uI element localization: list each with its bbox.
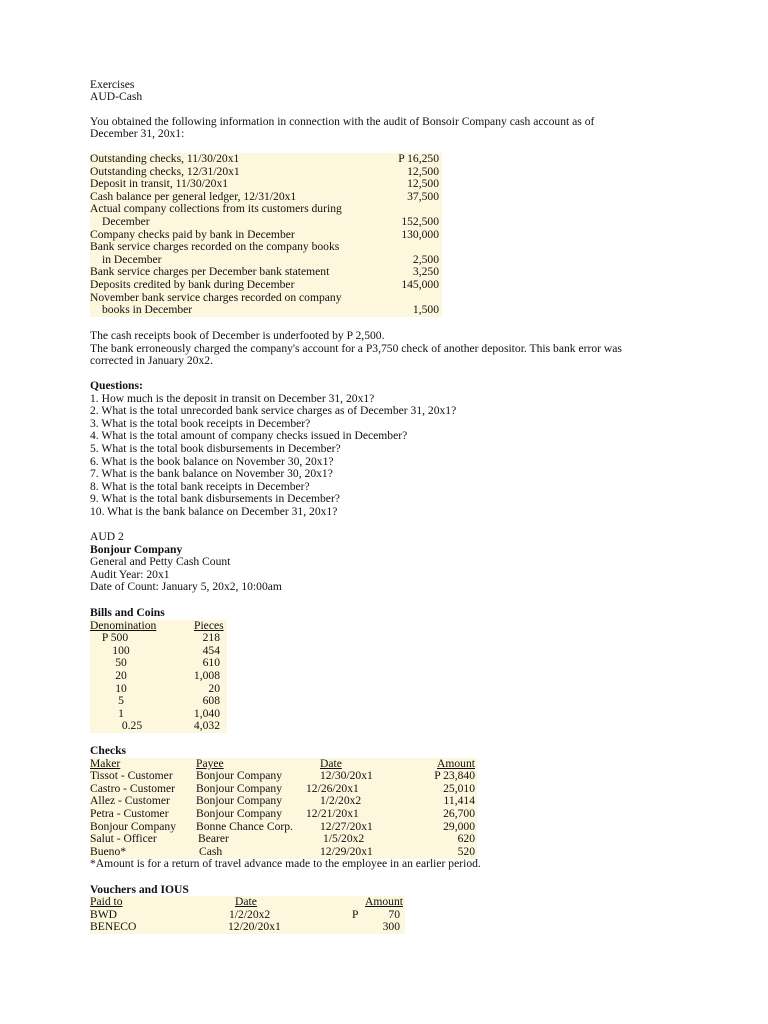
denomination-cell: 100 [112,643,130,657]
item-label: Actual company collections from its customers during [90,202,342,216]
date-cell: 12/20/20x1 [228,920,281,934]
heading-exercises: Exercises [90,78,135,91]
item-label: Deposit in transit, 11/30/20x1 [90,177,229,191]
bills-row [90,670,227,683]
maker-cell: Bonjour Company [90,819,176,833]
col-date: Date [320,756,342,770]
col-amount: Amount [364,895,403,909]
item-value: 37,500 [407,189,439,203]
bills-row [90,632,227,645]
aud2-label: AUD 2 [90,530,124,543]
amount-cell: P 23,840 [434,769,475,783]
item-value: 130,000 [401,227,439,241]
payee-cell: Bonjour Company [196,806,282,820]
count-date: Date of Count: January 5, 20x2, 10:00am [90,580,282,594]
voucher-row [90,921,405,934]
item-label: Bank service charges per December bank statement [90,265,330,279]
bills-row [90,695,227,708]
currency-cell: P [352,907,359,921]
payee-cell: Cash [199,844,223,858]
paid-to-cell: BWD [90,907,118,921]
company-name: Bonjour Company [90,542,183,556]
col-maker: Maker [90,756,121,770]
checks-footnote: *Amount is for a return of travel advance made to the employee in an earlier period. [90,857,481,871]
item-label: Company checks paid by bank in December [90,227,295,241]
item-value: 12,500 [407,164,439,178]
checks-table [90,758,477,859]
col-paid-to: Paid to [90,895,123,909]
pieces-cell: 1,040 [193,706,220,720]
denomination-cell: 1 [118,706,124,720]
date-cell: 1/2/20x2 [320,794,362,808]
item-label: Deposits credited by bank during December [90,278,295,291]
question-item: 2. What is the total unrecorded bank service charges as of December 31, 20x1? [90,404,457,418]
check-row [90,833,477,846]
date-cell: 12/30/20x1 [320,769,373,783]
question-item: 3. What is the total book receipts in December? [90,416,311,430]
item-row [90,178,442,191]
checks-title: Checks [90,744,127,757]
payee-cell: Bonjour Company [196,769,282,783]
intro-line-2: December 31, 20x1: [90,127,185,140]
paid-to-cell: BENECO [90,920,137,934]
col-amount: Amount [436,756,475,770]
vouchers-title: Vouchers and IOUS [90,882,189,896]
item-label: November bank service charges recorded on company [90,290,342,304]
vouchers-header-row [90,896,405,909]
bills-row [90,720,227,733]
item-label: Cash balance per general ledger, 12/31/20x1 [90,189,297,203]
col-pieces: Pieces [194,618,224,632]
maker-cell: Tissot - Customer [90,769,173,783]
pieces-cell: 218 [202,631,220,645]
question-item: 5. What is the total book disbursements in December? [90,442,341,455]
note-line: The bank erroneously charged the company's account for a P3,750 check of another depositor. This bank error was [90,342,622,355]
amount-cell: 11,414 [443,794,475,808]
date-cell: 1/5/20x2 [323,832,365,846]
count-subtitle: General and Petty Cash Count [90,555,231,569]
pieces-cell: 610 [202,656,220,670]
payee-cell: Bonjour Company [196,781,282,795]
note-line: corrected in January 20x2. [90,354,213,367]
date-cell: 1/2/20x2 [229,907,271,921]
maker-cell: Castro - Customer [90,781,176,795]
question-item: 1. How much is the deposit in transit on December 31, 20x1? [90,391,375,405]
question-item: 6. What is the book balance on November 30, 20x1? [90,454,334,468]
item-label: Bank service charges recorded on the company books [90,240,340,254]
item-value: 12,500 [407,177,439,191]
denomination-cell: 0.25 [121,719,143,733]
col-date: Date [235,895,257,909]
question-item: 9. What is the total bank disbursements in December? [90,492,340,506]
maker-cell: Allez - Customer [90,794,170,808]
intro-line-1: You obtained the following information in connection with the audit of Bonsoir Company cash account as of [90,115,595,128]
question-item: 7. What is the bank balance on November 30, 20x1? [90,467,333,481]
item-value: 152,500 [401,215,439,228]
bills-table [90,620,227,733]
denomination-cell: P 500 [101,631,129,645]
pieces-cell: 20 [208,681,220,695]
item-row [90,279,442,292]
audit-year: Audit Year: 20x1 [90,567,170,581]
item-row [90,153,442,166]
item-value: 2,500 [412,252,439,266]
amount-cell: 26,700 [443,806,475,820]
item-label: in December [102,252,162,266]
amount-cell: 300 [382,920,400,934]
payee-cell: Bearer [198,832,229,846]
amount-cell: 70 [388,907,400,921]
denomination-cell: 5 [118,694,124,708]
amount-cell: 25,010 [443,781,475,795]
bills-title: Bills and Coins [90,606,165,619]
question-item: 8. What is the total bank receipts in December? [90,479,310,493]
question-item: 10. What is the bank balance on December 31, 20x1? [90,505,338,518]
date-cell: 12/29/20x1 [320,844,373,858]
item-value: 1,500 [412,303,439,317]
maker-cell: Petra - Customer [90,806,169,820]
pieces-cell: 4,032 [193,719,220,733]
item-label: books in December [102,303,193,317]
denomination-cell: 10 [115,681,127,695]
check-row [90,770,477,783]
item-row [90,241,442,254]
maker-cell: Salut - Officer [90,832,157,846]
item-value: 145,000 [401,278,439,291]
pieces-cell: 1,008 [193,668,220,682]
col-denomination: Denomination [90,618,157,632]
item-row [90,304,442,317]
questions-title: Questions: [90,379,143,392]
item-value: P 16,250 [398,152,439,165]
date-cell: 12/26/20x1 [306,781,359,795]
amount-cell: 520 [457,844,475,858]
item-row [90,216,442,229]
pieces-cell: 608 [202,694,220,708]
amount-cell: 620 [457,832,475,846]
col-payee: Payee [196,756,224,770]
item-label: December [102,215,150,228]
payee-cell: Bonjour Company [196,794,282,808]
maker-cell: Bueno* [90,844,127,858]
date-cell: 12/21/20x1 [306,806,359,820]
payee-cell: Bonne Chance Corp. [196,819,293,833]
item-value: 3,250 [412,265,439,279]
denomination-cell: 50 [115,656,127,670]
heading-aud-cash: AUD-Cash [90,90,143,103]
cash-items-table [90,153,442,317]
denomination-cell: 20 [115,668,127,682]
amount-cell: 29,000 [443,819,475,833]
check-row [90,808,477,821]
question-item: 4. What is the total amount of company checks issued in December? [90,429,408,443]
date-cell: 12/27/20x1 [320,819,373,833]
item-label: Outstanding checks, 12/31/20x1 [90,164,240,178]
item-label: Outstanding checks, 11/30/20x1 [90,152,240,165]
vouchers-table [90,896,405,934]
note-line: The cash receipts book of December is underfooted by P 2,500. [90,329,385,342]
pieces-cell: 454 [202,643,220,657]
